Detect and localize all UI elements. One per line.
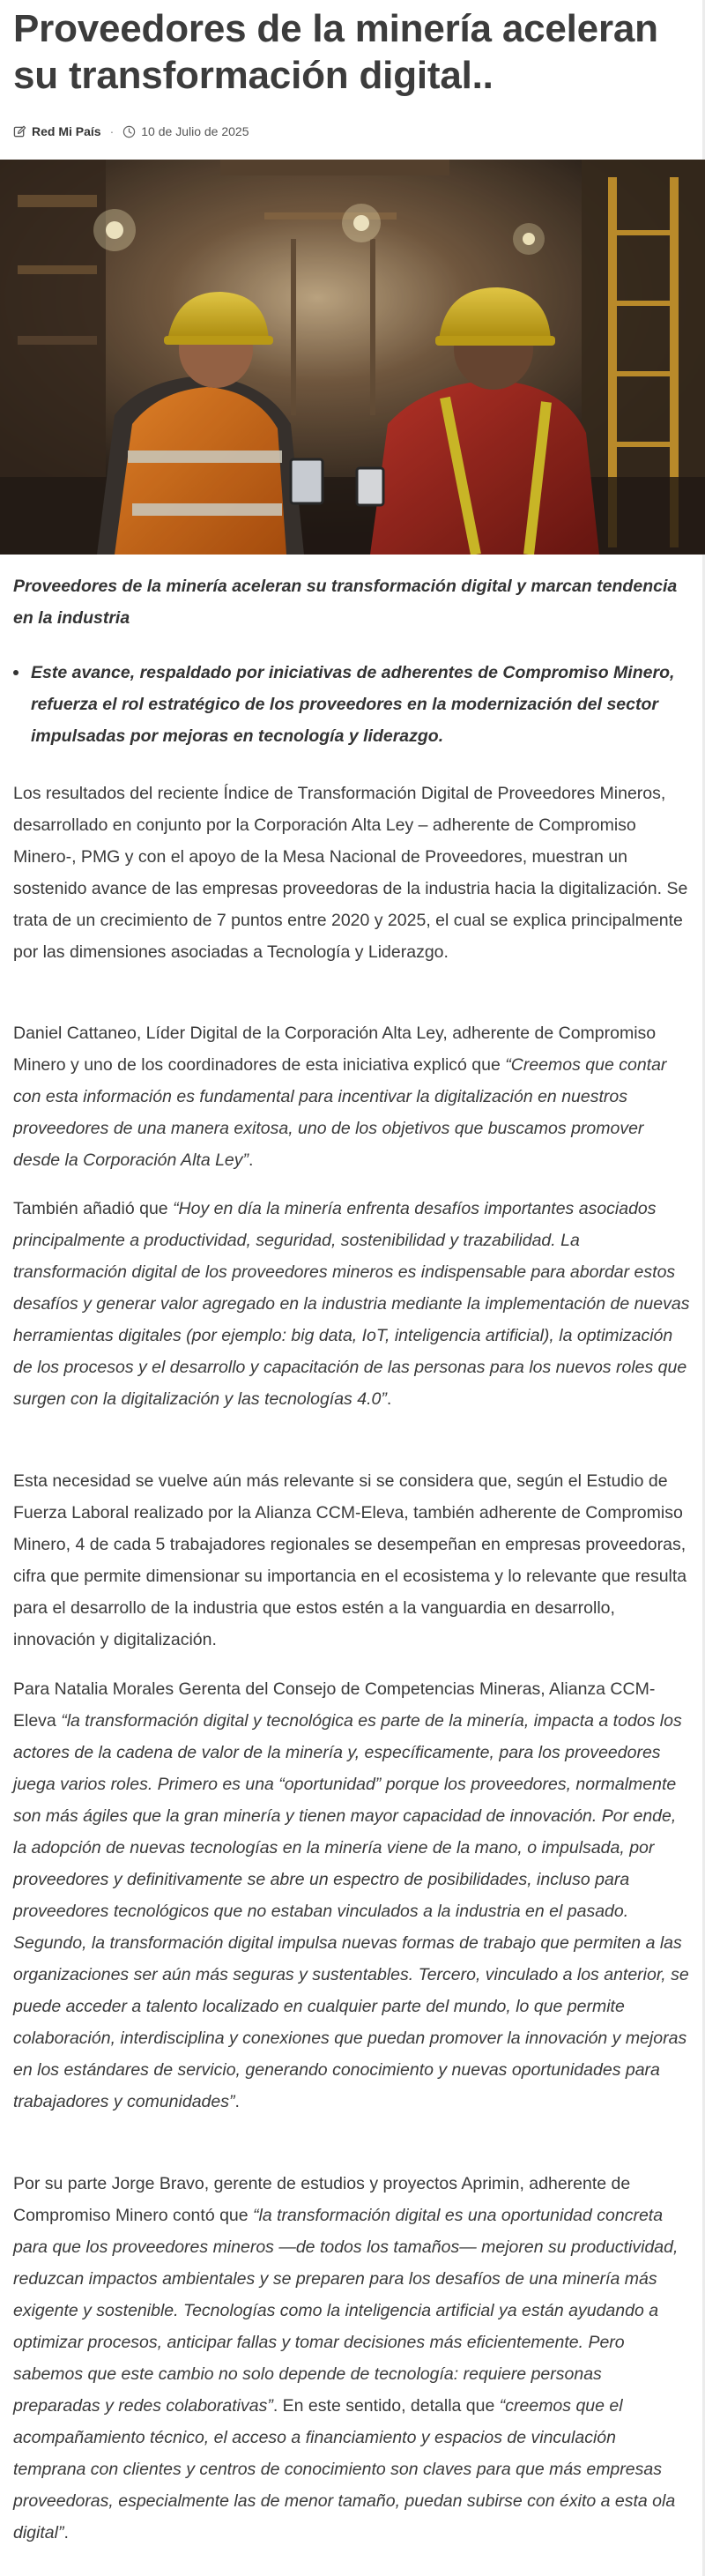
hero-image [0, 160, 705, 555]
paragraph-5-intro: Para Natalia Morales Gerenta del Consejo de Competencias Mineras, Alianza CCM-Eleva [13, 1679, 656, 1731]
quote-cattaneo: “Creemos que contar con esta información es fundamental para incentivar la digitalización en nuestros proveedores de una manera exitosa, uno de los objetivos que buscamos promover desde la Corporación Alta Ley” [13, 1055, 667, 1170]
article-header [13, 0, 692, 141]
paragraph-2 [13, 1017, 692, 1176]
clock-icon [122, 125, 136, 138]
quote-morales: “la transformación digital y tecnológica es parte de la minería, impacta a todos los actores de la cadena de valor de la minería y, específicamente, para los proveedores juega varios roles. Primero es una “oportunidad” porque los proveedores, normalmente son más ágiles que la gran minería y tienen mayor capacidad de innovación. Por ende, la adopción de nuevas tecnologías en la minería viene de la mano, o impulsada, por proveedores y definitivamente se abre un espectro de posibilidades, incluso para proveedores tecnológicos que no estaban vinculados a la industria en el pasado. Segundo, la transformación digital impulsa nuevas formas de trabajo que permiten a las organizaciones ser aún más seguras y sustentables. Tercero, vinculado a los anterior, se puede acceder a talento localizado en cualquier parte del mundo, lo que permite colaboración, interdisciplina y conexiones que puedan promover la innovación y mejoras en los estándares de servicio, generando conocimiento y nuevas oportunidades para trabajadores y comunidades” [13, 1711, 689, 2111]
meta-separator: · [109, 124, 115, 138]
highlight-item: Este avance, respaldado por iniciativas de adherentes de Compromiso Minero, refuerza el rol estratégico de los proveedores en la modernización del sector impulsadas por mejoras en tecnología y liderazgo. [13, 657, 692, 752]
paragraph-3-end: . [386, 1389, 392, 1409]
paragraph-2-end: . [249, 1150, 254, 1170]
paragraph-2-intro: Daniel Cattaneo, Líder Digital de la Corporación Alta Ley, adherente de Compromiso Minero y uno de los coordinadores de esta iniciativa explicó que [13, 1024, 657, 1075]
highlight-list [13, 657, 692, 752]
author-link[interactable]: Red Mi País [32, 124, 101, 138]
edit-icon [13, 125, 26, 138]
paragraph-5-end: . [234, 2092, 240, 2111]
paragraph-1: Los resultados del reciente Índice de Transformación Digital de Proveedores Mineros, desarrollado en conjunto por la Corporación Alta Ley – adherente de Compromiso Minero-, PMG y con el apoyo de la Mesa Nacional de Proveedores, muestran un sostenido avance de las empresas proveedoras de la industria hacia la digitalización. Se trata de un crecimiento de 7 puntos entre 2020 y 2025, el cual se explica principalmente por las dimensiones asociadas a Tecnología y Liderazgo. [13, 784, 688, 962]
paragraph-4: Esta necesidad se vuelve aún más relevante si se considera que, según el Estudio de Fuerza Laboral realizado por la Alianza CCM-Eleva, también adherente de Compromiso Minero, 4 de cada 5 trabajadores regionales se desempeñan en empresas proveedoras, cifra que permite dimensionar su importancia en el ecosistema y lo relevante que resulta para el desarrollo de la industria que estos estén a la vanguardia en desarrollo, innovación y digitalización. [13, 1471, 687, 1649]
mining-workers-with-hardhats-photo [0, 160, 705, 555]
paragraph-3-intro: También añadió que [13, 1199, 174, 1218]
paragraph-6-end: . [63, 2523, 69, 2542]
publish-date: 10 de Julio de 2025 [141, 124, 249, 138]
quote-cattaneo-2: “Hoy en día la minería enfrenta desafíos importantes asociados principalmente a productividad, seguridad, sostenibilidad y trazabilidad. La transformación digital de los proveedores mineros es indispensable para abordar estos desafíos y generar valor agregado en la industria mediante la implementación de nuevas herramientas digitales (por ejemplo: big data, IoT, inteligencia artificial), la optimización de los procesos y el desarrollo y capacitación de las personas para los nuevos roles que surgen con la digitalización y las tecnologías 4.0” [13, 1199, 690, 1409]
paragraph-6-intro: Por su parte Jorge Bravo, gerente de estudios y proyectos Aprimin, adherente de Compromiso Minero contó que [13, 2174, 631, 2225]
article-title: Proveedores de la minería aceleran su transformación digital.. [13, 7, 658, 97]
article-lead: Proveedores de la minería aceleran su transformación digital y marcan tendencia en la industria [13, 577, 678, 628]
quote-bravo-1: “la transformación digital es una oportunidad concreta para que los proveedores mineros —de todos los tamaños— mejoren su productividad, reduzcan impactos ambientales y se preparen para los desafíos de una minería más exigente y sostenible. Tecnologías como la inteligencia artificial ya están ayudando a optimizar procesos, anticipar fallas y tomar decisiones más eficientemente. Pero sabemos que este cambio no solo depende de tecnología: requiere personas preparadas y redes colaborativas” [13, 2206, 679, 2416]
quote-bravo-2: “creemos que el acompañamiento técnico, el acceso a financiamiento y espacios de vinculación temprana con clientes y centros de conocimiento son claves para que más empresas proveedoras, especialmente las de menor tamaño, puedan subirse con éxito a esta ola digital” [13, 2396, 676, 2542]
paragraph-6 [13, 2168, 692, 2549]
paragraph-5 [13, 1673, 692, 2118]
article-meta [13, 122, 692, 141]
paragraph-6-mid: . En este sentido, detalla que [272, 2396, 500, 2416]
paragraph-3 [13, 1193, 692, 1415]
